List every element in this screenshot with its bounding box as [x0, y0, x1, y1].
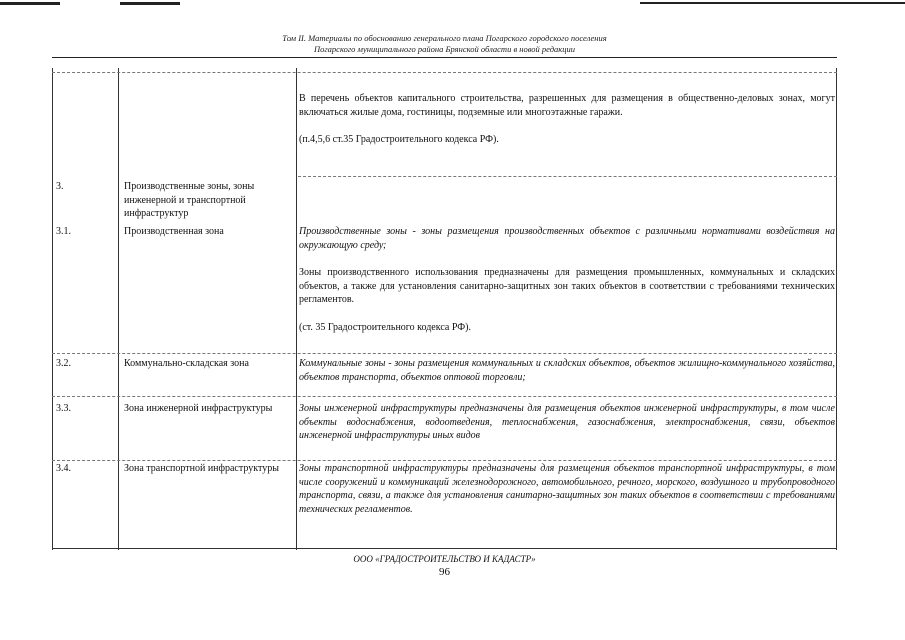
row-divider — [298, 176, 837, 177]
description-definition: Производственные зоны - зоны размещения производственных объектов с различными нормативами воздействия на окружающую среду; — [299, 226, 835, 251]
column-divider — [296, 68, 297, 550]
row-number: 3. — [56, 181, 64, 192]
scan-mark — [640, 2, 905, 4]
scan-mark — [0, 2, 60, 5]
description-reference: (п.4,5,6 ст.35 Градостроительного кодекса РФ). — [299, 134, 499, 145]
footer-company: ООО «ГРАДОСТРОИТЕЛЬСТВО И КАДАСТР» — [353, 554, 536, 564]
description-definition: Коммунальные зоны - зоны размещения коммунальных и складских объектов, объектов жилищно-коммунального хозяйства, объектов транспорта, объектов оптовой торговли; — [299, 358, 835, 383]
row-number: 3.2. — [56, 358, 71, 369]
header-line-1: Том II. Материалы по обоснованию генерального плана Погарского городского поселения — [282, 33, 607, 43]
table-border-bottom — [52, 548, 837, 549]
table-border-left — [52, 68, 53, 550]
description-text: Зоны производственного использования предназначены для размещения промышленных, коммунальных и складских объектов, а также для установления санитарно-защитных зон таких объектов в соответствии с требованиями технических регламентов. — [299, 267, 835, 305]
description-definition: Зоны транспортной инфраструктуры предназначены для размещения объектов транспортной инфраструктуры, в том числе сооружений и коммуникаций железнодорожного, автомобильного, речного, морского, воздушного и трубопроводного транспорта, связи, а также для установления санитарно-защитных зон таких объектов в соответствии с требованиями технических регламентов. — [299, 463, 835, 515]
zones-table — [52, 68, 837, 550]
header-line-2: Погарского муниципального района Брянской области в новой редакции — [313, 44, 576, 54]
description-definition: Зоны инженерной инфраструктуры предназначены для размещения объектов инженерной инфраструктуры, в том числе объекты водоснабжения, водоотведения, теплоснабжения, газоснабжения, электроснабжения, связи, объектов инженерной инфраструктуры иных видов — [299, 403, 835, 441]
row-divider — [52, 72, 837, 73]
table-row — [299, 92, 835, 147]
column-divider — [118, 68, 119, 550]
row-divider — [52, 460, 837, 461]
zone-name: Производственная зона — [124, 226, 224, 237]
row-divider — [52, 353, 837, 354]
scan-artifact-top — [0, 0, 905, 10]
zone-name: Зона инженерной инфраструктуры — [124, 403, 273, 414]
table-row — [299, 357, 835, 384]
scan-mark — [120, 2, 180, 5]
row-number: 3.4. — [56, 463, 71, 474]
document-header — [52, 33, 837, 55]
page-number: 96 — [439, 566, 450, 578]
table-row — [299, 225, 835, 334]
row-divider — [52, 396, 837, 397]
table-border-right — [836, 68, 837, 550]
row-number: 3.3. — [56, 403, 71, 414]
zone-name: Зона транспортной инфраструктуры — [124, 463, 279, 474]
table-row — [299, 462, 835, 516]
row-number: 3.1. — [56, 226, 71, 237]
description-reference: (ст. 35 Градостроительного кодекса РФ). — [299, 321, 471, 333]
description-text: В перечень объектов капитального строительства, разрешенных для размещения в общественно-деловых зонах, могут включаться жилые дома, гостиницы, подземные или многоэтажные гаражи. — [299, 93, 835, 118]
table-row — [299, 402, 835, 443]
header-rule — [52, 57, 837, 58]
zone-name: Коммунально-складская зона — [124, 358, 249, 369]
zone-name: Производственные зоны, зоны инженерной и транспортной инфраструктур — [124, 181, 255, 219]
